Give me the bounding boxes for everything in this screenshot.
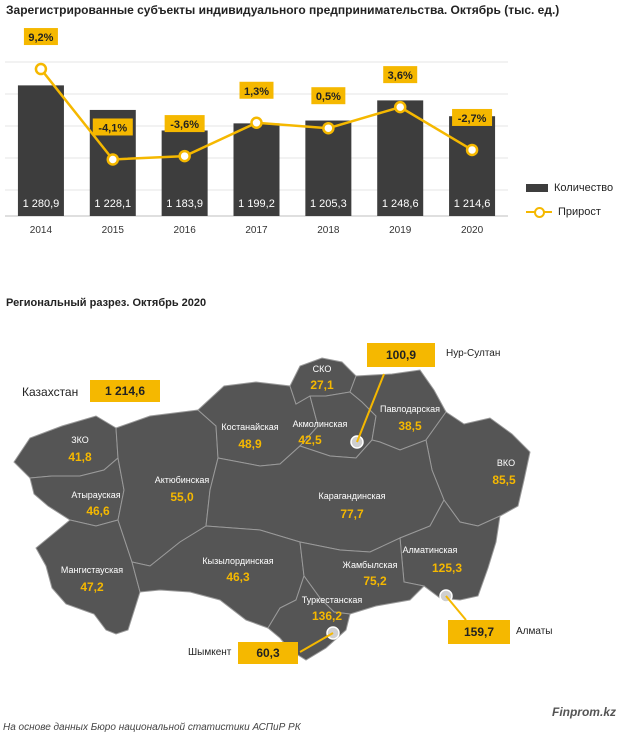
growth-point [252,118,262,128]
growth-point [323,123,333,133]
svg-text:9,2%: 9,2% [28,32,54,45]
region-value-zko: 41,8 [68,450,92,464]
x-tick-labels [30,225,484,236]
growth-label [93,118,133,135]
legend-item-count [526,182,613,194]
section-title: Региональный разрез. Октябрь 2020 [6,297,207,309]
region-label-pavlodar: Павлодарская [380,404,440,414]
shymkent-callout: 60,3 [238,642,298,664]
svg-text:-3,6%: -3,6% [170,119,200,132]
region-value-kyzylorda: 46,3 [226,570,250,584]
legend-line-swatch [526,206,552,218]
region-value-almaty: 125,3 [431,561,463,575]
region-shape-zko [14,416,118,478]
region-label-zhambyl: Жамбылская [342,560,398,570]
kazakhstan-label: Казахстан [22,385,79,399]
growth-point [36,64,46,74]
region-label-mangystau: Мангистауская [60,565,124,575]
region-label-zko: ЗКО [71,435,89,445]
svg-text:0,5%: 0,5% [315,91,341,104]
bar-value-label: 1 199,2 [238,198,275,210]
svg-text:1,3%: 1,3% [243,85,270,98]
region-label-kostanay: Костанайская [221,422,279,432]
region-value-karaganda: 77,7 [340,507,364,521]
svg-text:3,6%: 3,6% [387,70,413,83]
region-label-vko: ВКО [496,458,516,468]
bar-value-label: 1 183,9 [166,198,203,210]
bar-value-label: 1 280,9 [22,198,60,210]
growth-label [165,115,205,132]
growth-label [240,82,274,99]
growth-point [395,102,405,112]
x-tick-label: 2018 [317,225,340,236]
growth-point [180,151,190,161]
region-value-aktobe: 55,0 [170,490,194,504]
nursultan-callout: 100,9 [367,343,435,367]
kazakhstan-total-callout: 1 214,6 [90,380,160,402]
bar-value-label: 1 214,6 [453,198,491,210]
bar-value-label: 1 228,1 [94,198,132,210]
almaty-callout: 159,7 [448,620,510,644]
region-value-kostanay: 48,9 [238,437,262,451]
region-label-akmola: Акмолинская [292,419,348,429]
legend-label-count: Количество [554,182,614,194]
region-value-turkestan: 136,2 [311,609,343,623]
source-note: На основе данных Бюро национальной статистики АСПиР РК [3,722,301,733]
region-value-mangystau: 47,2 [80,580,104,594]
region-value-pavlodar: 38,5 [398,419,422,433]
svg-text:-2,7%: -2,7% [457,112,487,125]
bar-value-label: 1 205,3 [310,198,347,210]
brand-logo-text: Finprom.kz [551,705,616,719]
growth-label [383,66,417,83]
bar-2014 [18,85,64,216]
x-tick-label: 2016 [173,225,196,236]
region-label-turkestan: Туркестанская [301,595,363,605]
x-tick-label: 2019 [389,225,412,236]
growth-point [108,154,118,164]
region-value-zhambyl: 75,2 [363,574,387,588]
x-tick-label: 2015 [101,225,124,236]
legend-item-growth [526,206,601,218]
bars [18,85,495,216]
region-label-aktobe: Актюбинская [154,475,210,485]
bar-value-label: 1 248,6 [381,198,419,210]
region-value-akmola: 42,5 [298,433,322,447]
growth-label [24,28,58,45]
growth-point [467,145,477,155]
region-value-sko: 27,1 [310,378,334,392]
x-tick-label: 2014 [29,225,53,236]
region-label-sko: СКО [312,364,332,374]
nursultan-label: Нур-Султан [446,348,501,359]
chart-title: Зарегистрированные субъекты индивидуального предпринимательства. Октябрь (тыс. ед.) [6,3,560,17]
shymkent-label: Шымкент [188,647,232,658]
almaty-label: Алматы [516,626,553,637]
region-value-vko: 85,5 [492,473,516,487]
svg-text:-4,1%: -4,1% [98,122,128,135]
region-label-karaganda: Карагандинская [318,491,386,501]
region-label-kyzylorda: Кызылординская [202,556,274,566]
x-tick-label: 2017 [245,225,268,236]
x-tick-label: 2020 [460,225,484,236]
region-value-atyrau: 46,6 [86,504,110,518]
region-label-almaty: Алматинская [402,545,458,555]
legend-label-growth: Прирост [558,206,601,218]
growth-label [311,87,345,104]
region-label-atyrau: Атырауская [71,490,121,500]
legend-bar-swatch [526,184,548,192]
growth-label [452,109,492,126]
